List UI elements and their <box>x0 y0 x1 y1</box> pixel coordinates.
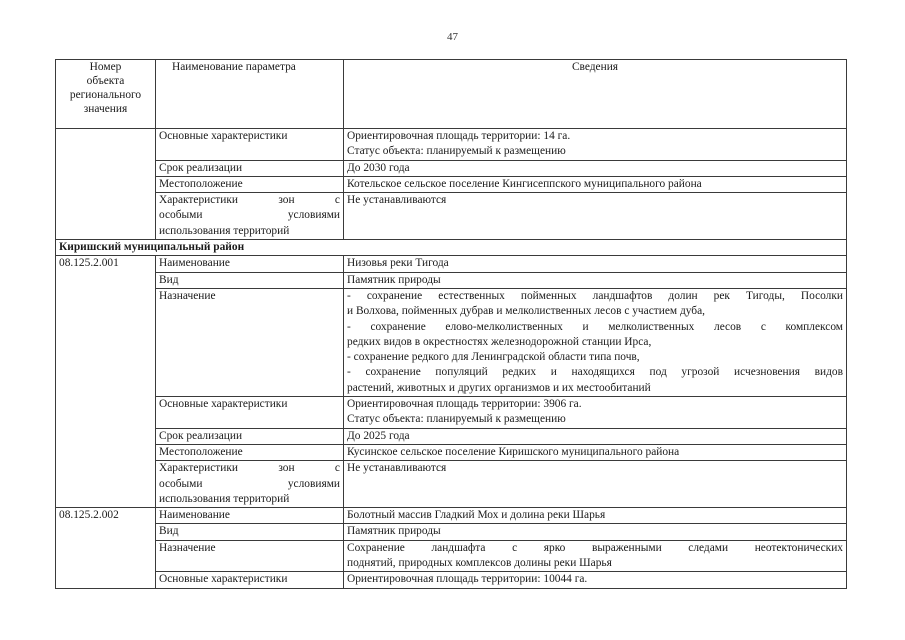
parameter-label: Наименование <box>156 256 344 272</box>
parameter-label: Основные характеристики <box>156 572 344 588</box>
table-row <box>56 508 847 524</box>
value-line: - сохранение елово-мелколиственных и мелколиственных лесов с комплексом <box>347 320 843 333</box>
table-row <box>56 572 847 588</box>
parameter-value: Не устанавливаются <box>344 461 847 508</box>
header-parameter-name: Наименование параметра <box>156 60 344 129</box>
table-row <box>56 129 847 161</box>
parameter-value <box>344 397 847 429</box>
object-number: 08.125.2.001 <box>56 256 156 508</box>
parameter-label: Вид <box>156 272 344 288</box>
value-line: редких видов в окрестностях железнодорожной станции Ирса, <box>347 335 652 348</box>
header-object-number-line: Номер <box>89 61 122 73</box>
label-line: Характеристики зон с <box>159 194 340 207</box>
parameter-label: Основные характеристики <box>156 397 344 429</box>
section-title: Киришский муниципальный район <box>56 240 847 256</box>
parameter-value: Болотный массив Гладкий Мох и долина реки Шарья <box>344 508 847 524</box>
object-number: 08.125.2.002 <box>56 508 156 588</box>
parameter-label: Местоположение <box>156 176 344 192</box>
header-object-number-line: объекта <box>86 75 125 87</box>
table-row <box>56 428 847 444</box>
parameter-label: Срок реализации <box>156 428 344 444</box>
parameter-value <box>344 129 847 161</box>
table-row <box>56 524 847 540</box>
parameter-value: До 2025 года <box>344 428 847 444</box>
label-line: использования территорий <box>159 492 290 505</box>
table-row <box>56 461 847 508</box>
table-row <box>56 272 847 288</box>
parameter-label: Назначение <box>156 288 344 396</box>
parameters-table <box>55 59 847 589</box>
parameter-label: Наименование <box>156 508 344 524</box>
parameter-label: Местоположение <box>156 444 344 460</box>
parameter-value: Памятник природы <box>344 524 847 540</box>
parameter-label <box>156 461 344 508</box>
value-line: - сохранение популяций редких и находящихся под угрозой исчезновения видов <box>347 366 843 379</box>
parameter-value: Не устанавливаются <box>344 193 847 240</box>
header-object-number <box>56 60 156 129</box>
value-line: Ориентировочная площадь территории: 3906 га. <box>347 398 582 411</box>
table-row <box>56 444 847 460</box>
section-row <box>56 240 847 256</box>
label-line: особыми условиями <box>159 477 340 490</box>
value-line: - сохранение естественных пойменных ландшафтов долин рек Тигоды, Посолки <box>347 289 843 302</box>
value-line: Ориентировочная площадь территории: 14 га. <box>347 130 571 142</box>
table-row <box>56 176 847 192</box>
value-line: Статус объекта: планируемый к размещению <box>347 413 566 426</box>
value-line: Сохранение ландшафта с ярко выраженными следами неотектонических <box>347 541 843 554</box>
parameter-value: Котельское сельское поселение Кингисеппского муниципального района <box>344 176 847 192</box>
value-line: Статус объекта: планируемый к размещению <box>347 145 566 158</box>
parameter-label: Вид <box>156 524 344 540</box>
table-row <box>56 540 847 572</box>
parameter-label: Основные характеристики <box>156 129 344 161</box>
label-line: Характеристики зон с <box>159 462 340 475</box>
table-row <box>56 397 847 429</box>
object-number-cell-empty <box>56 129 156 240</box>
parameter-value: Кусинское сельское поселение Киришского муниципального района <box>344 444 847 460</box>
table-row <box>56 256 847 272</box>
label-line: использования территорий <box>159 224 290 237</box>
table-row <box>56 288 847 396</box>
header-object-number-line: регионального <box>69 89 142 101</box>
header-object-number-line: значения <box>83 103 128 115</box>
parameter-value: Ориентировочная площадь территории: 10044 га. <box>344 572 847 588</box>
parameter-label <box>156 193 344 240</box>
value-line: поднятий, природных комплексов долины реки Шарья <box>347 557 612 570</box>
table-header-row <box>56 60 847 129</box>
value-line: растений, животных и других организмов и их местообитаний <box>347 381 651 394</box>
header-details: Сведения <box>344 60 847 129</box>
parameter-value: До 2030 года <box>344 160 847 176</box>
label-line: особыми условиями <box>159 209 340 222</box>
value-line: и Волхова, пойменных дубрав и мелколиственных лесов с участием дуба, <box>347 305 705 318</box>
value-line: - сохранение редкого для Ленинградской области типа почв, <box>347 351 640 364</box>
parameter-label: Срок реализации <box>156 160 344 176</box>
page-number: 47 <box>447 31 458 43</box>
parameter-value <box>344 288 847 396</box>
parameter-label: Назначение <box>156 540 344 572</box>
parameter-value: Памятник природы <box>344 272 847 288</box>
parameter-value <box>344 540 847 572</box>
table-row <box>56 193 847 240</box>
table-row <box>56 160 847 176</box>
parameter-value: Низовья реки Тигода <box>344 256 847 272</box>
